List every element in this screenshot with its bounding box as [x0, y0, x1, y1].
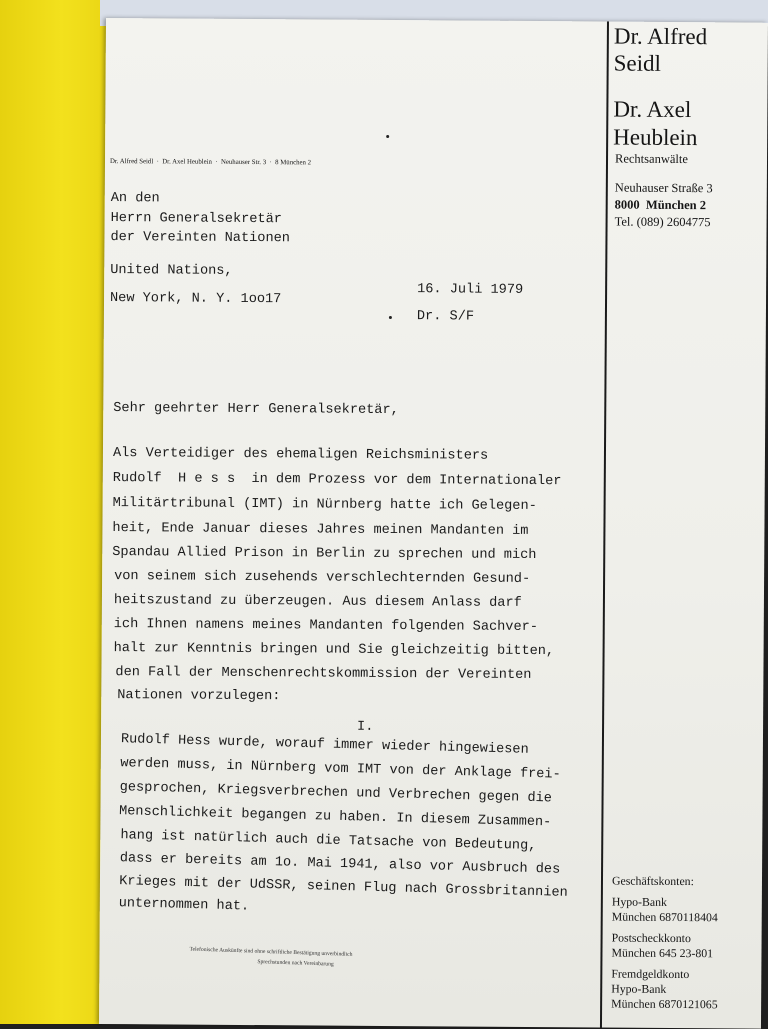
recipient-line-5: New York, N. Y. 1oo17	[109, 291, 282, 308]
paragraph-1-line: den Fall der Menschenrechtskommission der Vereinten	[115, 665, 532, 683]
paragraph-2-line: Krieges mit der UdSSR, seinen Flug nach Grossbritannien	[119, 874, 568, 901]
section-marker: I.	[357, 719, 374, 735]
recipient-line-3: der Vereinten Nationen	[110, 230, 290, 247]
letter-date: 16. Juli 1979	[417, 282, 524, 298]
footer-note-line-1: Telefonische Auskünfte sind ohne schriftliche Bestätigung unverbindlich	[189, 946, 353, 958]
punch-mark	[386, 135, 389, 138]
recipient-line-4: United Nations,	[110, 263, 233, 279]
account-bank-2: Postscheckkonto	[611, 930, 691, 946]
paragraph-1-line: von seinem sich zusehends verschlechternden Gesund-	[114, 569, 531, 587]
accounts-heading: Geschäftskonten:	[611, 873, 694, 889]
paragraph-1-line: Spandau Allied Prison in Berlin zu sprechen und mich	[112, 545, 537, 564]
letterhead-title: Rechtsanwälte	[614, 151, 688, 167]
paragraph-2-line: dass er bereits am 1o. Mai 1941, also vor Ausbruch des	[119, 851, 561, 878]
recipient-line-1: An den	[110, 191, 160, 207]
paragraph-2-line: Menschlichkeit begangen zu haben. In diesem Zusammen-	[118, 804, 552, 831]
paragraph-2-line: hang ist natürlich auch die Tatsache von Bedeutung,	[120, 828, 537, 855]
sender-return-line: Dr. Alfred Seidl · Dr. Axel Heublein · Neuhauser Str. 3 · 8 München 2	[109, 158, 312, 167]
letterhead-name-4: Heublein	[613, 124, 698, 151]
yellow-folder-edge	[0, 0, 112, 1024]
paragraph-1-line: Nationen vorzulegen:	[117, 688, 281, 705]
punch-mark-2	[389, 316, 392, 319]
paragraph-1-line: Als Verteidiger des ehemaligen Reichsministers	[112, 446, 489, 464]
letter-page	[99, 18, 768, 1029]
account-bank-1: Hypo-Bank	[611, 894, 667, 909]
paragraph-1-line: halt zur Kenntnis bringen und Sie gleichzeitig bitten,	[113, 641, 555, 660]
paragraph-2-line: gesprochen, Kriegsverbrechen und Verbrechen gegen die	[119, 780, 553, 807]
letterhead-name-2: Seidl	[613, 50, 662, 76]
account-bank-3b: Hypo-Bank	[611, 981, 667, 996]
account-number-3: München 6870121065	[611, 996, 718, 1012]
paragraph-1-line: Rudolf H e s s in dem Prozess vor dem Internationaler	[112, 471, 562, 490]
footer-note-line-2: Sprechstunden nach Vereinbarung	[257, 959, 334, 968]
recipient-line-2: Herrn Generalsekretär	[110, 211, 282, 228]
paragraph-2-line: werden muss, in Nürnberg vom IMT von der Anklage frei-	[120, 756, 561, 783]
paragraph-2-line: unternommen hat.	[118, 896, 250, 915]
letterhead-name-3: Dr. Axel	[613, 96, 692, 123]
letterhead-city: 8000 München 2	[614, 197, 707, 213]
paragraph-2-line: Rudolf Hess wurde, worauf immer wieder hingewiesen	[120, 732, 529, 758]
paragraph-1-line: Militärtribunal (IMT) in Nürnberg hatte ich Gelegen-	[112, 496, 537, 515]
salutation: Sehr geehrter Herr Generalsekretär,	[113, 401, 399, 419]
reference-code: Dr. S/F	[416, 309, 475, 325]
account-number-1: München 6870118404	[611, 909, 718, 925]
paragraph-1-line: heit, Ende Januar dieses Jahres meinen Mandanten im	[112, 521, 529, 539]
paragraph-1-line: ich Ihnen namens meines Mandanten folgenden Sachver-	[113, 617, 539, 636]
account-bank-3: Fremdgeldkonto	[611, 966, 690, 982]
letterhead-street: Neuhauser Straße 3	[614, 180, 713, 196]
account-number-2: München 645 23-801	[611, 945, 714, 961]
letterhead-divider	[600, 21, 609, 1027]
letterhead-name-1: Dr. Alfred	[613, 23, 708, 50]
letterhead-phone: Tel. (089) 2604775	[614, 214, 711, 230]
paragraph-1-line: heitszustand zu überzeugen. Aus diesem Anlass darf	[113, 593, 522, 611]
